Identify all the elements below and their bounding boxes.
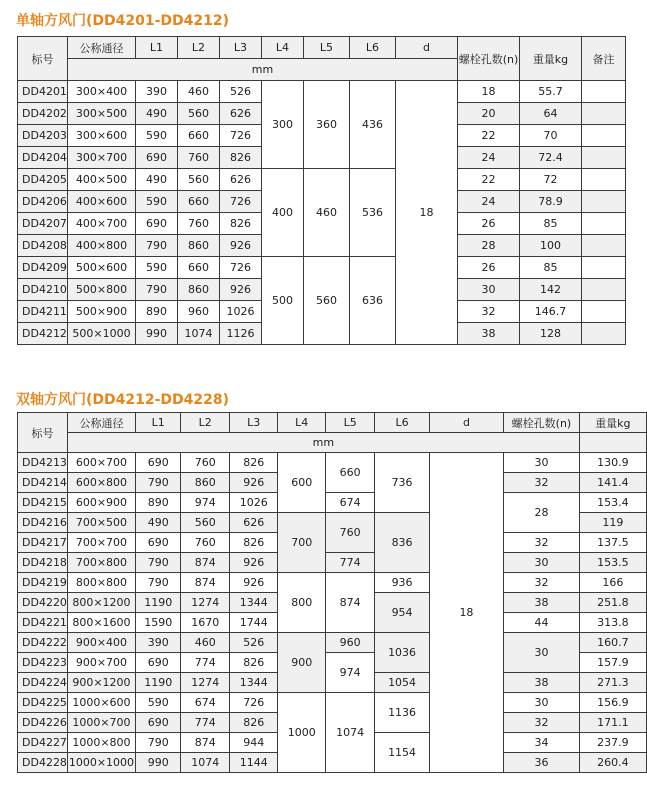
- table-cell: 760: [181, 453, 229, 473]
- header-L4: L4: [278, 413, 326, 433]
- table-cell: 153.5: [579, 553, 646, 573]
- table-cell: DD4202: [18, 103, 68, 125]
- table-cell: 300×400: [68, 81, 136, 103]
- table-cell: DD4227: [18, 733, 68, 753]
- note-cell: [582, 169, 626, 191]
- table-cell: 490: [136, 103, 178, 125]
- table-cell: 390: [135, 633, 181, 653]
- table-cell: 700×800: [67, 553, 135, 573]
- header-weight: 重量kg: [520, 37, 582, 81]
- bolts-cell: 38: [504, 593, 580, 613]
- table-cell: 300×600: [68, 125, 136, 147]
- table-cell: 160.7: [579, 633, 646, 653]
- header-L6: L6: [350, 37, 396, 59]
- table-cell: DD4221: [18, 613, 68, 633]
- table-cell: 500×800: [68, 279, 136, 301]
- table-cell: 156.9: [579, 693, 646, 713]
- table-cell: DD4201: [18, 81, 68, 103]
- table-cell: 890: [136, 301, 178, 323]
- table-cell: 760: [178, 147, 220, 169]
- header-unit: mm: [67, 433, 579, 453]
- bolts-cell: 32: [504, 573, 580, 593]
- table-cell: 1074: [181, 753, 229, 773]
- group-L5: 660: [325, 453, 374, 493]
- table-cell: DD4209: [18, 257, 68, 279]
- table-cell: 790: [136, 235, 178, 257]
- table-cell: 313.8: [579, 613, 646, 633]
- group-L4: 800: [278, 573, 326, 633]
- note-cell: [582, 323, 626, 345]
- table-cell: 690: [135, 653, 181, 673]
- table-cell: 1000×700: [67, 713, 135, 733]
- table-cell: DD4208: [18, 235, 68, 257]
- table-cell: 860: [178, 235, 220, 257]
- table-cell: DD4211: [18, 301, 68, 323]
- table-cell: 400×600: [68, 191, 136, 213]
- table-cell: 1074: [178, 323, 220, 345]
- table-cell: 157.9: [579, 653, 646, 673]
- table-cell: 690: [136, 213, 178, 235]
- table-cell: 626: [220, 103, 262, 125]
- table-cell: 800×800: [67, 573, 135, 593]
- table-cell: 590: [136, 125, 178, 147]
- table-cell: 146.7: [520, 301, 582, 323]
- table-cell: 790: [135, 573, 181, 593]
- table-cell: 32: [458, 301, 520, 323]
- group-L6: 1036: [375, 633, 429, 673]
- group-L4: 400: [262, 169, 304, 257]
- group-L5: 674: [325, 493, 374, 513]
- bolts-cell: 44: [504, 613, 580, 633]
- table-cell: 30: [458, 279, 520, 301]
- table-cell: 560: [178, 169, 220, 191]
- header-spec: 公称通径: [68, 37, 136, 59]
- header-L1: L1: [135, 413, 181, 433]
- table-cell: 560: [178, 103, 220, 125]
- table2: [17, 412, 647, 773]
- group-L6: 636: [350, 257, 396, 345]
- note-cell: [582, 81, 626, 103]
- bolts-cell: 32: [504, 713, 580, 733]
- table-cell: 1274: [181, 593, 229, 613]
- table-cell: 890: [135, 493, 181, 513]
- group-L4: 1000: [278, 693, 326, 773]
- table-cell: 860: [181, 473, 229, 493]
- header-L5: L5: [325, 413, 374, 433]
- table-cell: 660: [178, 125, 220, 147]
- note-cell: [582, 235, 626, 257]
- table-cell: 1000×1000: [67, 753, 135, 773]
- table2-title: 双轴方风门(DD4212-DD4228): [16, 392, 230, 408]
- bolts-cell: 30: [504, 553, 580, 573]
- header-L3: L3: [229, 413, 277, 433]
- table-cell: 900×400: [67, 633, 135, 653]
- table-cell: 960: [178, 301, 220, 323]
- table-cell: 726: [220, 191, 262, 213]
- table-cell: 590: [135, 693, 181, 713]
- table-cell: 926: [229, 573, 277, 593]
- table-cell: DD4207: [18, 213, 68, 235]
- table-cell: 24: [458, 191, 520, 213]
- group-L4: 500: [262, 257, 304, 345]
- table-cell: 300×500: [68, 103, 136, 125]
- table-cell: 1190: [135, 673, 181, 693]
- table-cell: 490: [136, 169, 178, 191]
- table-cell: 560: [181, 513, 229, 533]
- table-cell: DD4206: [18, 191, 68, 213]
- bolts-cell: 30: [504, 633, 580, 673]
- table-cell: 660: [178, 191, 220, 213]
- table-cell: DD4214: [18, 473, 68, 493]
- group-L5: 760: [325, 513, 374, 553]
- table-cell: 826: [229, 713, 277, 733]
- group-L6: 1154: [375, 733, 429, 773]
- table-cell: 690: [135, 533, 181, 553]
- table-cell: DD4226: [18, 713, 68, 733]
- table-cell: 800×1200: [67, 593, 135, 613]
- table-cell: 826: [229, 533, 277, 553]
- table-cell: 237.9: [579, 733, 646, 753]
- header-L4: L4: [262, 37, 304, 59]
- table-cell: 774: [181, 713, 229, 733]
- table-cell: 1590: [135, 613, 181, 633]
- table-cell: 790: [135, 553, 181, 573]
- header-note: 备注: [582, 37, 626, 81]
- table-cell: 1744: [229, 613, 277, 633]
- table-cell: 700×500: [67, 513, 135, 533]
- header-spec: 公称通径: [67, 413, 135, 433]
- table-cell: 166: [579, 573, 646, 593]
- table-cell: 726: [220, 257, 262, 279]
- table-cell: 251.8: [579, 593, 646, 613]
- table-cell: 800×1600: [67, 613, 135, 633]
- group-L6: 1136: [375, 693, 429, 733]
- group-L5: 360: [304, 81, 350, 169]
- table-cell: 860: [178, 279, 220, 301]
- group-L6: 536: [350, 169, 396, 257]
- bolts-cell: 38: [504, 673, 580, 693]
- bolts-cell: 30: [504, 693, 580, 713]
- table-cell: 137.5: [579, 533, 646, 553]
- header-bolts: 螺栓孔数(n): [504, 413, 580, 433]
- header-d: d: [396, 37, 458, 59]
- table-cell: 926: [229, 473, 277, 493]
- table-cell: 171.1: [579, 713, 646, 733]
- table-cell: 760: [181, 533, 229, 553]
- table-cell: 1670: [181, 613, 229, 633]
- table-cell: 590: [136, 191, 178, 213]
- header-bolts: 螺栓孔数(n): [458, 37, 520, 81]
- table-cell: 700×700: [67, 533, 135, 553]
- table1: [17, 36, 626, 345]
- table-cell: 1144: [229, 753, 277, 773]
- table-cell: 500×600: [68, 257, 136, 279]
- table-cell: 826: [220, 213, 262, 235]
- note-cell: [582, 279, 626, 301]
- table-cell: 18: [458, 81, 520, 103]
- table-cell: 926: [220, 279, 262, 301]
- table-cell: 1000×800: [67, 733, 135, 753]
- table-cell: 72: [520, 169, 582, 191]
- table-cell: 28: [458, 235, 520, 257]
- table-cell: 690: [135, 713, 181, 733]
- table-cell: 944: [229, 733, 277, 753]
- table-cell: 974: [181, 493, 229, 513]
- group-L5: 974: [325, 653, 374, 693]
- table-cell: 1126: [220, 323, 262, 345]
- table-cell: 626: [229, 513, 277, 533]
- header-code: 标号: [18, 37, 68, 81]
- table-cell: 790: [135, 473, 181, 493]
- table-cell: 260.4: [579, 753, 646, 773]
- table-cell: 26: [458, 257, 520, 279]
- table-cell: 271.3: [579, 673, 646, 693]
- table-cell: DD4204: [18, 147, 68, 169]
- table-cell: 690: [135, 453, 181, 473]
- header-blank: [579, 433, 646, 453]
- table-cell: 1026: [229, 493, 277, 513]
- table-cell: 400×700: [68, 213, 136, 235]
- group-L5: 1074: [325, 693, 374, 773]
- table-cell: 590: [136, 257, 178, 279]
- bolts-cell: 34: [504, 733, 580, 753]
- table-cell: 72.4: [520, 147, 582, 169]
- group-L6: 954: [375, 593, 429, 633]
- table-cell: 460: [178, 81, 220, 103]
- table-cell: DD4220: [18, 593, 68, 613]
- cell-d: 18: [396, 81, 458, 345]
- table-cell: DD4219: [18, 573, 68, 593]
- bolts-cell: 28: [504, 493, 580, 533]
- note-cell: [582, 257, 626, 279]
- table-cell: 100: [520, 235, 582, 257]
- bolts-cell: 30: [504, 453, 580, 473]
- table-cell: 926: [220, 235, 262, 257]
- table-cell: 874: [181, 553, 229, 573]
- table-cell: 130.9: [579, 453, 646, 473]
- table-cell: 790: [136, 279, 178, 301]
- group-L5: 960: [325, 633, 374, 653]
- table-cell: 78.9: [520, 191, 582, 213]
- table-cell: DD4212: [18, 323, 68, 345]
- table-cell: DD4215: [18, 493, 68, 513]
- table-cell: DD4223: [18, 653, 68, 673]
- table-cell: 128: [520, 323, 582, 345]
- table-cell: 1000×600: [67, 693, 135, 713]
- header-d: d: [429, 413, 503, 433]
- note-cell: [582, 125, 626, 147]
- table-cell: 64: [520, 103, 582, 125]
- table-cell: 400×800: [68, 235, 136, 257]
- group-L6: 436: [350, 81, 396, 169]
- note-cell: [582, 103, 626, 125]
- table-cell: 24: [458, 147, 520, 169]
- bolts-cell: 32: [504, 473, 580, 493]
- header-code: 标号: [18, 413, 68, 453]
- header-L3: L3: [220, 37, 262, 59]
- table-cell: DD4218: [18, 553, 68, 573]
- group-L6: 836: [375, 513, 429, 573]
- table-cell: 26: [458, 213, 520, 235]
- table-cell: 990: [136, 323, 178, 345]
- table-cell: 526: [220, 81, 262, 103]
- table-cell: 774: [181, 653, 229, 673]
- table-cell: 790: [135, 733, 181, 753]
- cell-d: 18: [429, 453, 503, 773]
- table-cell: 500×900: [68, 301, 136, 323]
- table-cell: 22: [458, 169, 520, 191]
- table-cell: 826: [220, 147, 262, 169]
- table-cell: 990: [135, 753, 181, 773]
- group-L6: 1054: [375, 673, 429, 693]
- table-cell: 900×1200: [67, 673, 135, 693]
- table-cell: 1026: [220, 301, 262, 323]
- table-cell: 874: [181, 733, 229, 753]
- table-cell: 726: [220, 125, 262, 147]
- table-cell: 22: [458, 125, 520, 147]
- table-cell: 726: [229, 693, 277, 713]
- table-cell: 70: [520, 125, 582, 147]
- group-L4: 700: [278, 513, 326, 573]
- group-L4: 600: [278, 453, 326, 513]
- table1-title: 单轴方风门(DD4201-DD4212): [16, 13, 230, 29]
- table-cell: 85: [520, 213, 582, 235]
- header-L5: L5: [304, 37, 350, 59]
- table-cell: DD4210: [18, 279, 68, 301]
- table-cell: 300×700: [68, 147, 136, 169]
- group-L5: 560: [304, 257, 350, 345]
- table-cell: DD4203: [18, 125, 68, 147]
- table-cell: 900×700: [67, 653, 135, 673]
- table-cell: 660: [178, 257, 220, 279]
- table-cell: 38: [458, 323, 520, 345]
- table-cell: DD4205: [18, 169, 68, 191]
- group-L4: 900: [278, 633, 326, 693]
- note-cell: [582, 301, 626, 323]
- group-L6: 936: [375, 573, 429, 593]
- table-cell: 526: [229, 633, 277, 653]
- note-cell: [582, 213, 626, 235]
- table-cell: 600×700: [67, 453, 135, 473]
- table-cell: 500×1000: [68, 323, 136, 345]
- note-cell: [582, 147, 626, 169]
- table-cell: DD4217: [18, 533, 68, 553]
- table-cell: 153.4: [579, 493, 646, 513]
- table-cell: DD4222: [18, 633, 68, 653]
- table-cell: 1344: [229, 673, 277, 693]
- bolts-cell: 32: [504, 533, 580, 553]
- table-cell: DD4224: [18, 673, 68, 693]
- table-cell: 390: [136, 81, 178, 103]
- table-cell: 460: [181, 633, 229, 653]
- header-L2: L2: [181, 413, 229, 433]
- table-cell: 55.7: [520, 81, 582, 103]
- table-cell: 1274: [181, 673, 229, 693]
- table-cell: 1344: [229, 593, 277, 613]
- header-L6: L6: [375, 413, 429, 433]
- table-cell: 600×900: [67, 493, 135, 513]
- table-cell: 141.4: [579, 473, 646, 493]
- table-cell: 826: [229, 653, 277, 673]
- group-L5: 460: [304, 169, 350, 257]
- table-cell: 674: [181, 693, 229, 713]
- group-L4: 300: [262, 81, 304, 169]
- group-L5: 874: [325, 573, 374, 633]
- table-cell: 600×800: [67, 473, 135, 493]
- table-cell: 20: [458, 103, 520, 125]
- table-cell: 400×500: [68, 169, 136, 191]
- table-cell: 142: [520, 279, 582, 301]
- note-cell: [582, 191, 626, 213]
- table-cell: 119: [579, 513, 646, 533]
- table-cell: 760: [178, 213, 220, 235]
- table-cell: DD4213: [18, 453, 68, 473]
- group-L5: 774: [325, 553, 374, 573]
- table-cell: DD4228: [18, 753, 68, 773]
- table-cell: 626: [220, 169, 262, 191]
- bolts-cell: 36: [504, 753, 580, 773]
- table-cell: 690: [136, 147, 178, 169]
- header-unit: mm: [68, 59, 458, 81]
- table-cell: 85: [520, 257, 582, 279]
- header-L1: L1: [136, 37, 178, 59]
- table-cell: 874: [181, 573, 229, 593]
- table-cell: 926: [229, 553, 277, 573]
- table-cell: 826: [229, 453, 277, 473]
- header-L2: L2: [178, 37, 220, 59]
- group-L6: 736: [375, 453, 429, 513]
- table-cell: 1190: [135, 593, 181, 613]
- table-cell: 490: [135, 513, 181, 533]
- header-weight: 重量kg: [579, 413, 646, 433]
- table-cell: DD4216: [18, 513, 68, 533]
- table-cell: DD4225: [18, 693, 68, 713]
